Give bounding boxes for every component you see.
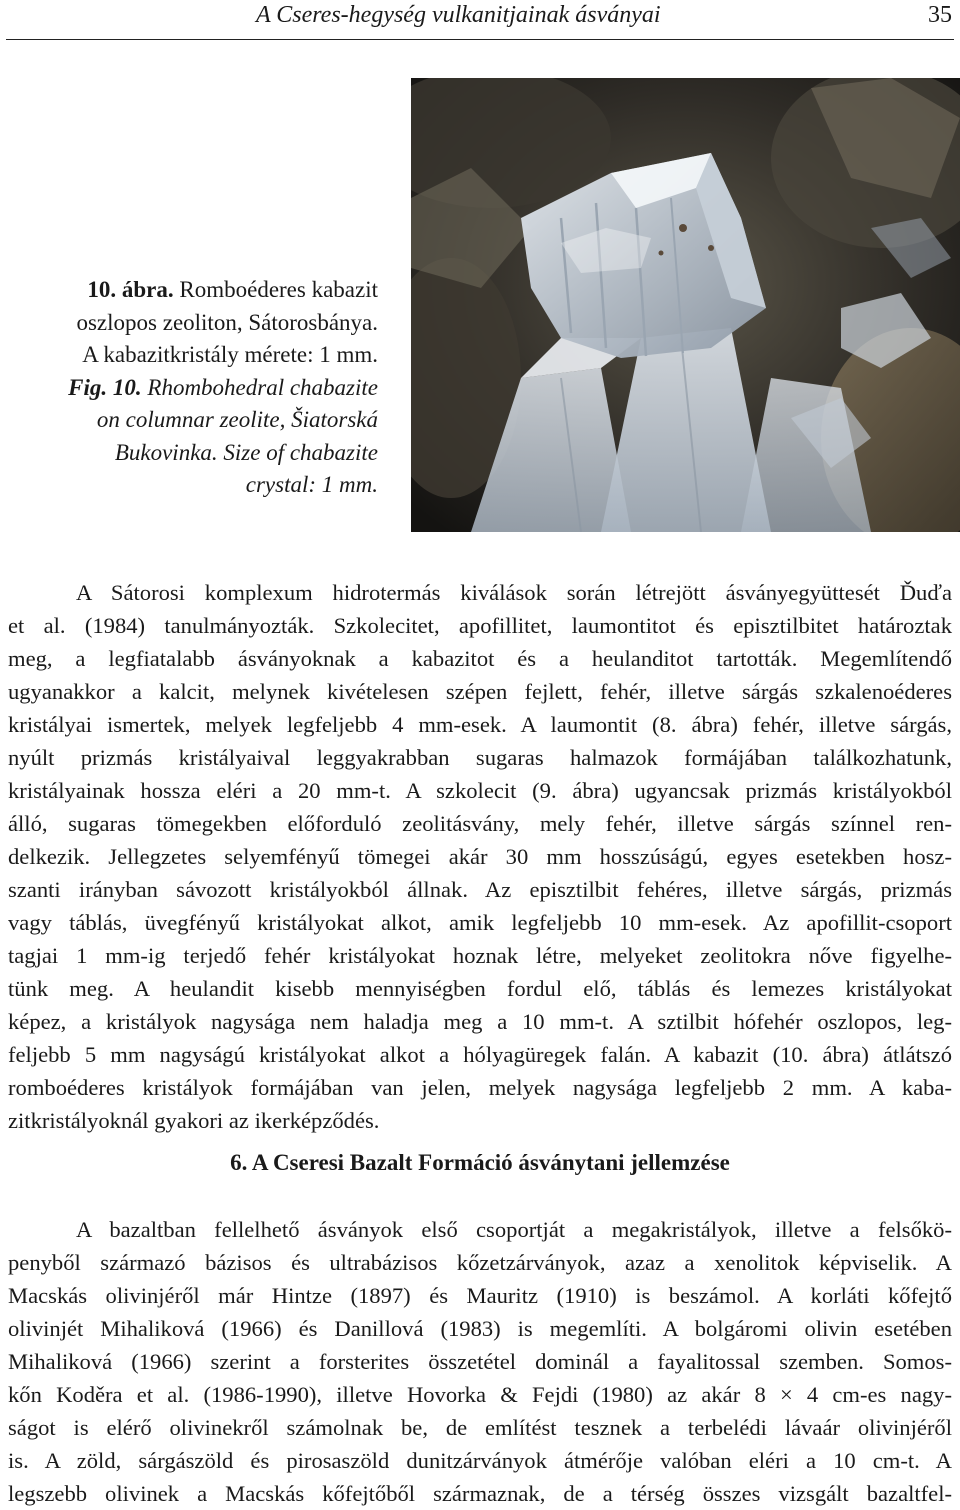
caption-en-label: Fig. 10. (68, 374, 142, 400)
section-heading: 6. A Cseresi Bazalt Formáció ásványtani jellemzése (230, 1150, 730, 1175)
text-line: is. A zöld, sárgászöld és pirosaszöld dunitzárványok átmérője valóban eléri a 10 cm-t. A (8, 1448, 952, 1473)
caption-hu-line-2: oszlopos zeoliton, Sátorosbánya. (76, 309, 378, 335)
caption-en-line-3: Bukovinka. Size of chabazite (114, 439, 378, 465)
text-line: penyből származó bázisos és ultrabázisos kőzetzárványok, azaz a xenolitok képviselik. A (8, 1250, 952, 1275)
paragraph-satorosi (8, 576, 952, 1137)
text-line: álló, sugaras tömegekben előforduló zeolitásvány, mely fehér, illetve sárgás színnel ren- (8, 811, 952, 836)
chabazite-photo (411, 78, 960, 532)
text-line: meg, a legfiatalabb ásványoknak a kabazitot és a heulanditot tartották. Megemlítendő (8, 646, 952, 671)
text-line: ságot is elérő olivinekről számolnak be, de említést tesznek a terbelédi lávaár olivinjéről (8, 1415, 952, 1440)
text-line: A bazaltban fellelhető ásványok első csoportját a megakristályok, illetve a felsőkö- (76, 1217, 952, 1242)
paragraph-bazalt (8, 1213, 952, 1510)
text-line: et al. (1984) tanulmányozták. Szkolecitet, apofillitet, laumontitot és episztilbitet határoztak (8, 613, 952, 638)
text-line: A Sátorosi komplexum hidrotermás kiválások során létrejött ásványegyüttesét Ďuďa (76, 580, 952, 605)
running-title: A Cseres-hegység vulkanitjainak ásványai (256, 2, 661, 28)
text-line: delkezik. Jellegzetes selyemfényű tömegei akár 30 mm hosszúságú, egyes esetekben hosz- (8, 844, 952, 869)
text-line: ugyanakkor a kalcit, melynek kivételesen szépen fejlett, fehér, illetve sárgás szkalenoéderes (8, 679, 952, 704)
text-line: tünk meg. A heulandit kisebb mennyiségben fordul elő, táblás és lemezes kristályokat (8, 976, 952, 1001)
page-number: 35 (928, 2, 952, 28)
caption-hu-label: 10. ábra. (87, 277, 174, 302)
text-line: tagjai 1 mm-ig terjedő fehér kristályokat hoznak létre, melyeket zeolitokra nőve figyelhe- (8, 943, 952, 968)
header-rule (6, 39, 954, 40)
caption-hu-line-3: A kabazitkristály mérete: 1 mm. (82, 342, 378, 367)
text-line: képez, a kristályok nagysága nem haladja meg a 10 mm-t. A sztilbit hófehér oszlopos, leg- (8, 1009, 952, 1034)
text-line: kristályai ismertek, melyek legfeljebb 4 mm-esek. A laumontit (8. ábra) fehér, illetve sárgás, (8, 712, 952, 737)
running-head (0, 0, 960, 40)
text-line: kristályainak hossza eléri a 20 mm-t. A szkolecit (9. ábra) ugyancsak prizmás kristályokból (8, 778, 952, 803)
text-line: kőn Koděra et al. (1986-1990), illetve Hovorka & Fejdi (1980) az akár 8 × 4 cm-es nagy- (8, 1382, 952, 1407)
text-line: Mihaliková (1966) szerint a forsterites összetétel dominál a fayalitossal szemben. Somos- (8, 1349, 952, 1374)
text-line: nyúlt prizmás kristályaival leggyakrabban sugaras halmazok formájában találkozhatunk, (8, 745, 952, 770)
text-line: romboéderes kristályok formájában van jelen, melyek nagysága legfeljebb 2 mm. A kaba- (8, 1075, 952, 1100)
text-line: Macskás olivinjéről már Hintze (1897) és Mauritz (1910) is beszámol. A korláti kőfejtő (8, 1283, 952, 1308)
text-line: legszebb olivinek a Macskás kőfejtőből származnak, de a térség összes vizsgált bazaltfel- (8, 1481, 952, 1506)
figure-caption (0, 274, 378, 502)
text-line: zitkristályoknál gyakori az ikerképződés. (8, 1108, 380, 1133)
caption-en-line-1: Fig. 10. Rhombohedral chabazite (68, 374, 378, 400)
caption-en-line-4: crystal: 1 mm. (245, 472, 378, 497)
text-line: feljebb 5 mm nagyságú kristályokat alkot a hólyagüregek falán. A kabazit (10. ábra) átlátszó (8, 1042, 952, 1067)
text-line: szanti irányban sávozott kristályokból állnak. Az episztilbit fehéres, illetve sárgás, prizmás (8, 877, 952, 902)
caption-en-line-2: on columnar zeolite, Šiatorská (96, 407, 378, 432)
caption-hu-line-1: 10. ábra. Romboéderes kabazit (87, 277, 378, 302)
text-line: olivinjét Mihaliková (1966) és Danillová (1983) is megemlíti. A bolgáromi olivin esetében (8, 1316, 952, 1341)
text-line: vagy táblás, üvegfényű kristályokat alkot, amik legfeljebb 10 mm-esek. Az apofillit-csoport (8, 910, 952, 935)
